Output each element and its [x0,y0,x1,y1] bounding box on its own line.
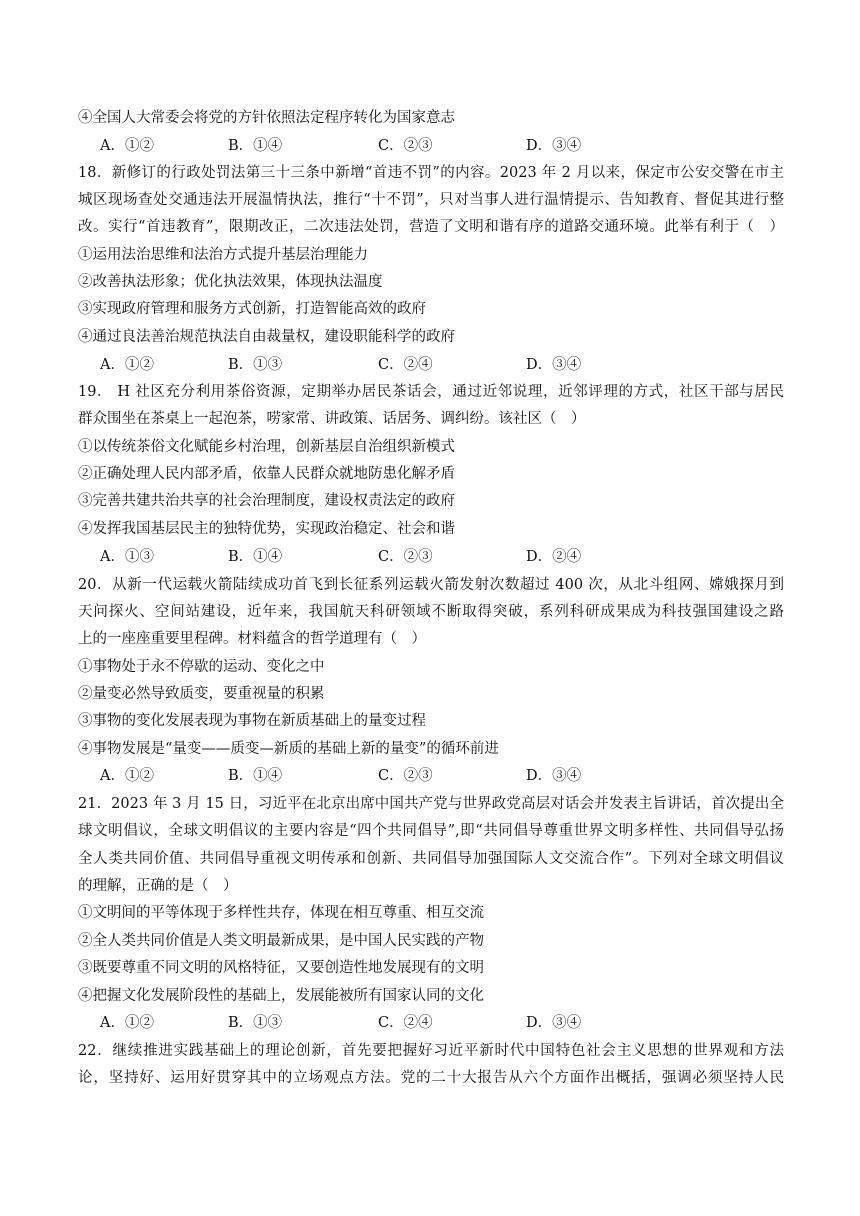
q20-stem-line-3: 上的一座座重要里程碑。材料蕴含的哲学道理有（ ） [78,631,426,647]
q18-item-1: ①运用法治思维和法治方式提升基层治理能力 [78,247,368,263]
q17-item-4: ④全国人大常委会将党的方针依照法定程序转化为国家意志 [78,110,455,126]
q18-stem-line-1: 18．新修订的行政处罚法第三十三条中新增“首违不罚”的内容。2023 年 2 月以来，保定市公安交警在市主 [78,165,784,181]
option-d: D．③④ [526,138,582,154]
option-b: B．①③ [228,1015,283,1031]
option-a: A．①② [100,357,154,373]
option-b: B．①③ [228,357,283,373]
option-d: D．③④ [526,1015,582,1031]
q22-stem-line-1: 22．继续推进实践基础上的理论创新，首先要把握好习近平新时代中国特色社会主义思想的世界观和方法 [78,1043,784,1059]
q19-options [100,547,700,567]
q19-item-3: ③完善共建共治共享的社会治理制度，建设权责法定的政府 [78,493,455,509]
q18-item-4: ④通过良法善治规范执法自由裁量权，建设职能科学的政府 [78,329,455,345]
q20-stem-line-2: 天问探火、空间站建设，近年来，我国航天科研领域不断取得突破，系列科研成果成为科技强国建设之路 [78,604,784,620]
q18-stem-line-3: 改。实行“首违教育”，限期改正，二次违法处罚，营造了文明和谐有序的道路交通环境。此举有利于（ ） [78,219,784,235]
q18-item-2: ②改善执法形象；优化执法效果，体现执法温度 [78,274,383,290]
q21-stem-line-2: 球文明倡议，全球文明倡议的主要内容是“四个共同倡导”,即“共同倡导尊重世界文明多样性、共同倡导弘扬 [78,823,784,839]
q21-item-4: ④把握文化发展阶段性的基础上，发展能被所有国家认同的文化 [78,988,484,1004]
option-b: B．①④ [228,549,283,565]
q20-options [100,766,700,786]
q21-item-1: ①文明间的平等体现于多样性共存，体现在相互尊重、相互交流 [78,905,484,921]
option-a: A．①② [100,138,154,154]
q21-item-2: ②全人类共同价值是人类文明最新成果，是中国人民实践的产物 [78,933,484,949]
q18-item-3: ③实现政府管理和服务方式创新，打造智能高效的政府 [78,301,426,317]
q19-stem-line-2: 群众围坐在茶桌上一起泡茶，唠家常、讲政策、话居务、调纠纷。该社区（ ） [78,411,586,427]
option-a: A．①② [100,1015,154,1031]
option-b: B．①④ [228,768,283,784]
option-d: D．②④ [526,549,582,565]
q21-options [100,1013,700,1033]
q19-item-4: ④发挥我国基层民主的独特优势，实现政治稳定、社会和谐 [78,521,455,537]
q18-stem-line-2: 城区现场查处交通违法开展温情执法，推行“十不罚”，只对当事人进行温情提示、告知教育、督促其进行整 [78,192,784,208]
q21-stem-line-3: 全人类共同价值、共同倡导重视文明传承和创新、共同倡导加强国际人文交流合作”。下列对全球文明倡议 [78,851,784,867]
q19-item-2: ②正确处理人民内部矛盾，依靠人民群众就地防患化解矛盾 [78,466,455,482]
q20-item-1: ①事物处于永不停歇的运动、变化之中 [78,659,325,675]
option-c: C．②③ [378,768,433,784]
option-d: D．③④ [526,768,582,784]
q19-stem-line-1: 19． H 社区充分利用茶俗资源，定期举办居民茶话会，通过近邻说理，近邻评理的方式，社区干部与居民 [78,384,784,400]
q22-stem-line-2: 论，坚持好、运用好贯穿其中的立场观点方法。党的二十大报告从六个方面作出概括，强调必须坚持人民 [78,1070,784,1086]
option-c: C．②④ [378,357,433,373]
q21-stem-line-1: 21．2023 年 3 月 15 日，习近平在北京出席中国共产党与世界政党高层对话会并发表主旨讲话，首次提出全 [78,796,784,812]
q20-item-3: ③事物的变化发展表现为事物在新质基础上的量变过程 [78,713,426,729]
q19-item-1: ①以传统茶俗文化赋能乡村治理，创新基层自治组织新模式 [78,439,455,455]
option-b: B．①④ [228,138,283,154]
q20-item-2: ②量变必然导致质变，要重视量的积累 [78,686,325,702]
q20-stem-line-1: 20．从新一代运载火箭陆续成功首飞到长征系列运载火箭发射次数超过 400 次，从北斗组网、嫦娥探月到 [78,577,784,593]
option-a: A．①③ [100,549,154,565]
q18-options [100,355,700,375]
q20-item-4: ④事物发展是“量变——质变—新质的基础上新的量变”的循环前进 [78,741,499,757]
option-a: A．①② [100,768,154,784]
option-d: D．③④ [526,357,582,373]
q17-options [100,136,700,156]
option-c: C．②③ [378,549,433,565]
option-c: C．②③ [378,138,433,154]
q21-stem-line-4: 的理解，正确的是（ ） [78,878,238,894]
option-c: C．②④ [378,1015,433,1031]
q21-item-3: ③既要尊重不同文明的风格特征，又要创造性地发展现有的文明 [78,960,484,976]
